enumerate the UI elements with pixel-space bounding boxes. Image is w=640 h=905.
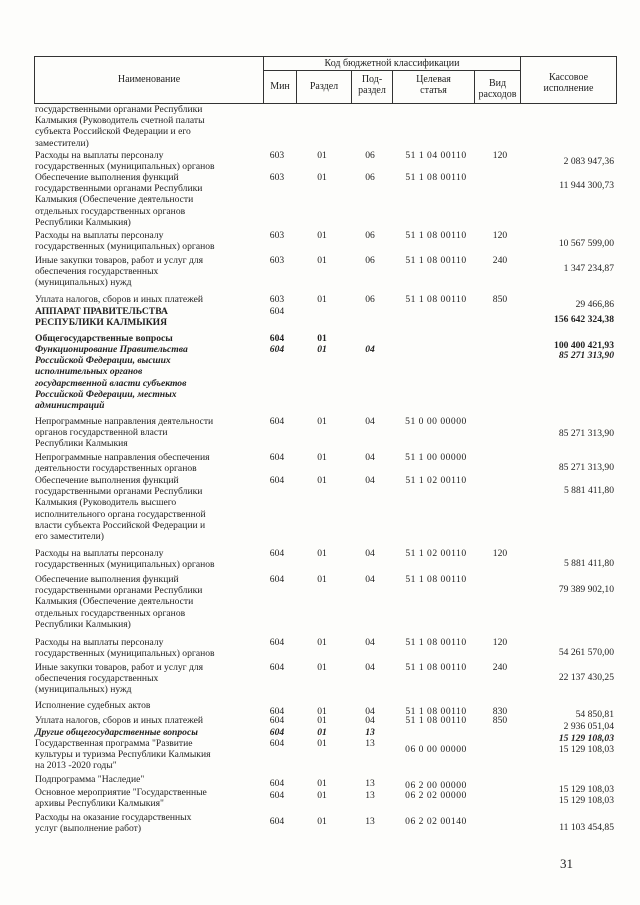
row-razdel: 01 [317, 637, 327, 648]
row-min: 604 [269, 662, 285, 673]
row-min: 604 [269, 706, 285, 717]
row-sum: 85 271 313,90 [558, 462, 614, 473]
row-target: 51 1 08 00110 [405, 574, 467, 585]
row-name: Подпрограмма "Наследие" [35, 774, 145, 785]
row-name: Расходы на выплаты персоналу государственных (муниципальных) органов [35, 230, 215, 253]
row-razdel: 01 [317, 416, 327, 427]
row-name: Обеспечение выполнения функций государственными органами Республики Калмыкия (Руководитель высшего исполнительного органа государственной власти субъекта Российской Федерации и его заместители) [35, 475, 206, 543]
row-vid: 240 [492, 662, 508, 673]
row-razdel: 01 [317, 715, 327, 726]
header-podrazdel [352, 74, 392, 96]
row-razdel: 01 [317, 172, 327, 183]
header-podrazdel-2: раздел [358, 85, 386, 96]
row-min: 604 [269, 344, 285, 355]
row-razdel: 01 [317, 475, 327, 486]
row-podrazdel: 04 [365, 715, 375, 726]
row-name: Расходы на оказание государственных услуг (выполнение работ) [35, 812, 192, 835]
row-razdel: 01 [317, 706, 327, 717]
row-name: Непрограммные направления деятельности органов государственной власти Республики Калмыкия [35, 416, 214, 450]
row-min: 604 [269, 333, 285, 344]
row-podrazdel: 06 [365, 255, 375, 266]
row-min: 604 [269, 715, 285, 726]
row-target: 51 1 08 00110 [405, 294, 467, 305]
row-razdel: 01 [317, 548, 327, 559]
row-min: 604 [269, 306, 285, 317]
row-min: 604 [269, 574, 285, 585]
row-name: АППАРАТ ПРАВИТЕЛЬСТВА РЕСПУБЛИКИ КАЛМЫКИЯ [35, 306, 168, 329]
row-podrazdel: 04 [365, 574, 375, 585]
row-name: Расходы на выплаты персоналу государственных (муниципальных) органов [35, 637, 215, 660]
row-target: 51 1 08 00110 [405, 172, 467, 183]
row-razdel: 01 [317, 738, 327, 749]
row-sum: 5 881 411,80 [563, 485, 614, 496]
row-name: Государственная программа "Развитие культуры и туризма Республики Калмыкия на 2013 -2020 годы" [35, 738, 211, 772]
row-sum: 15 129 108,03 [558, 784, 614, 795]
row-razdel: 01 [317, 574, 327, 585]
row-vid: 240 [492, 255, 508, 266]
row-razdel: 01 [317, 790, 327, 801]
row-sum: 79 389 902,10 [558, 584, 614, 595]
row-target: 51 1 08 00110 [405, 706, 467, 717]
row-podrazdel: 06 [365, 172, 375, 183]
row-podrazdel: 13 [365, 738, 375, 749]
row-podrazdel: 04 [365, 662, 375, 673]
row-name: Уплата налогов, сборов и иных платежей [35, 715, 204, 726]
header-target-1: Целевая [416, 74, 451, 85]
header-top-border [34, 56, 617, 57]
row-min: 604 [269, 816, 285, 827]
row-sum: 5 881 411,80 [563, 558, 614, 569]
row-razdel: 01 [317, 662, 327, 673]
row-podrazdel: 06 [365, 294, 375, 305]
row-sum: 85 271 313,90 [558, 428, 614, 439]
row-razdel: 01 [317, 255, 327, 266]
row-min: 603 [269, 230, 285, 241]
row-sum: 1 347 234,87 [563, 263, 614, 274]
row-podrazdel: 13 [365, 790, 375, 801]
row-target: 06 0 00 00000 [405, 744, 467, 755]
row-vid: 830 [492, 706, 508, 717]
header-razdel: Раздел [309, 81, 339, 92]
header-exec [521, 72, 616, 94]
row-razdel: 01 [317, 333, 327, 344]
row-name: государственными органами Республики Калмыкия (Руководитель счетной палаты субъекта Российской Федерации и его заместители) [35, 104, 205, 149]
row-name: Другие общегосударственные вопросы [35, 727, 198, 738]
row-target: 06 2 02 00000 [405, 790, 467, 801]
row-sum: 54 850,81 [575, 709, 614, 720]
row-vid: 120 [492, 637, 508, 648]
row-name: Расходы на выплаты персоналу государственных (муниципальных) органов [35, 150, 215, 173]
header-code-group: Код бюджетной классификации [324, 58, 460, 69]
row-min: 604 [269, 548, 285, 559]
row-name: Расходы на выплаты персоналу государственных (муниципальных) органов [35, 548, 215, 571]
row-sum: 15 129 108,03 [558, 744, 614, 755]
header-vid [475, 78, 520, 100]
row-min: 603 [269, 172, 285, 183]
header-vid-2: расходов [478, 89, 517, 100]
row-razdel: 01 [317, 452, 327, 463]
row-target: 51 1 02 00110 [405, 475, 467, 486]
row-razdel: 01 [317, 230, 327, 241]
row-name: Уплата налогов, сборов и иных платежей [35, 294, 204, 305]
row-min: 603 [269, 255, 285, 266]
row-podrazdel: 04 [365, 475, 375, 486]
row-name: Иные закупки товаров, работ и услуг для обеспечения государственных (муниципальных) нужд [35, 662, 204, 696]
row-sum: 156 642 324,38 [554, 314, 614, 325]
row-sum: 15 129 108,03 [558, 733, 614, 744]
row-podrazdel: 06 [365, 230, 375, 241]
row-target: 51 1 08 00110 [405, 662, 467, 673]
header-left-border [34, 56, 35, 104]
row-podrazdel: 06 [365, 150, 375, 161]
row-min: 604 [269, 637, 285, 648]
row-min: 603 [269, 294, 285, 305]
header-min: Мин [270, 81, 290, 92]
row-podrazdel: 04 [365, 548, 375, 559]
row-sum: 15 129 108,03 [558, 795, 614, 806]
page-number: 31 [560, 856, 573, 871]
header-podrazdel-1: Под- [361, 74, 383, 85]
row-vid: 120 [492, 150, 508, 161]
row-target: 51 1 00 00000 [405, 452, 467, 463]
row-sum: 29 466,86 [575, 299, 614, 310]
row-razdel: 01 [317, 816, 327, 827]
row-min: 604 [269, 416, 285, 427]
row-name: Обеспечение выполнения функций государственными органами Республики Калмыкия (Обеспечение деятельности отдельных государственных органов Республики Калмыкия) [35, 574, 203, 630]
row-name: Иные закупки товаров, работ и услуг для обеспечения государственных (муниципальных) нужд [35, 255, 204, 289]
row-min: 604 [269, 738, 285, 749]
row-min: 604 [269, 778, 285, 789]
row-min: 604 [269, 475, 285, 486]
row-podrazdel: 04 [365, 637, 375, 648]
row-razdel: 01 [317, 294, 327, 305]
row-sum: 2 083 947,36 [563, 156, 614, 167]
header-vid-1: Вид [488, 78, 507, 89]
row-vid: 850 [492, 294, 508, 305]
row-vid: 120 [492, 548, 508, 559]
row-target: 51 1 08 00110 [405, 715, 467, 726]
header-right-border [616, 56, 617, 104]
row-sum: 85 271 313,90 [558, 350, 614, 361]
header-target [393, 74, 474, 96]
row-target: 51 0 00 00000 [405, 416, 467, 427]
row-target: 51 1 08 00110 [405, 255, 467, 266]
row-target: 51 1 04 00110 [405, 150, 467, 161]
row-podrazdel: 13 [365, 727, 375, 738]
row-razdel: 01 [317, 727, 327, 738]
header-exec-2: исполнение [543, 83, 594, 94]
row-sum: 11 103 454,85 [559, 822, 614, 833]
row-name: Функционирование Правительства Российской Федерации, высших исполнительных органов государственной власти субъектов Российской Федерации, местных администраций [35, 344, 188, 412]
row-min: 604 [269, 452, 285, 463]
row-razdel: 01 [317, 150, 327, 161]
row-podrazdel: 04 [365, 344, 375, 355]
row-target: 06 2 02 00140 [405, 816, 467, 827]
row-min: 604 [269, 790, 285, 801]
row-vid: 120 [492, 230, 508, 241]
header-name: Наименование [117, 74, 181, 85]
row-vid: 850 [492, 715, 508, 726]
row-target: 51 1 08 00110 [405, 637, 467, 648]
row-sum: 54 261 570,00 [558, 647, 614, 658]
row-sum: 100 400 421,93 [554, 340, 614, 351]
row-podrazdel: 13 [365, 816, 375, 827]
header-target-2: статья [420, 85, 447, 96]
row-min: 603 [269, 150, 285, 161]
row-podrazdel: 13 [365, 778, 375, 789]
row-sum: 2 936 051,04 [563, 721, 614, 732]
row-podrazdel: 04 [365, 452, 375, 463]
row-target: 51 1 08 00110 [405, 230, 467, 241]
row-razdel: 01 [317, 778, 327, 789]
row-name: Общегосударственные вопросы [35, 333, 173, 344]
row-min: 604 [269, 727, 285, 738]
row-target: 06 2 00 00000 [405, 780, 467, 791]
row-podrazdel: 04 [365, 416, 375, 427]
header-exec-1: Кассовое [548, 72, 589, 83]
row-name: Обеспечение выполнения функций государственными органами Республики Калмыкия (Обеспечение деятельности отдельных государственных органов Республики Калмыкия) [35, 172, 203, 228]
row-razdel: 01 [317, 344, 327, 355]
row-name: Непрограммные направления обеспечения деятельности государственных органов [35, 452, 210, 475]
row-podrazdel: 04 [365, 706, 375, 717]
row-target: 51 1 02 00110 [405, 548, 467, 559]
row-sum: 22 137 430,25 [558, 672, 614, 683]
row-sum: 11 944 300,73 [559, 180, 614, 191]
row-name: Основное мероприятие "Государственные архивы Республики Калмыкия" [35, 787, 207, 810]
row-sum: 10 567 599,00 [558, 238, 614, 249]
row-name: Исполнение судебных актов [35, 700, 151, 711]
